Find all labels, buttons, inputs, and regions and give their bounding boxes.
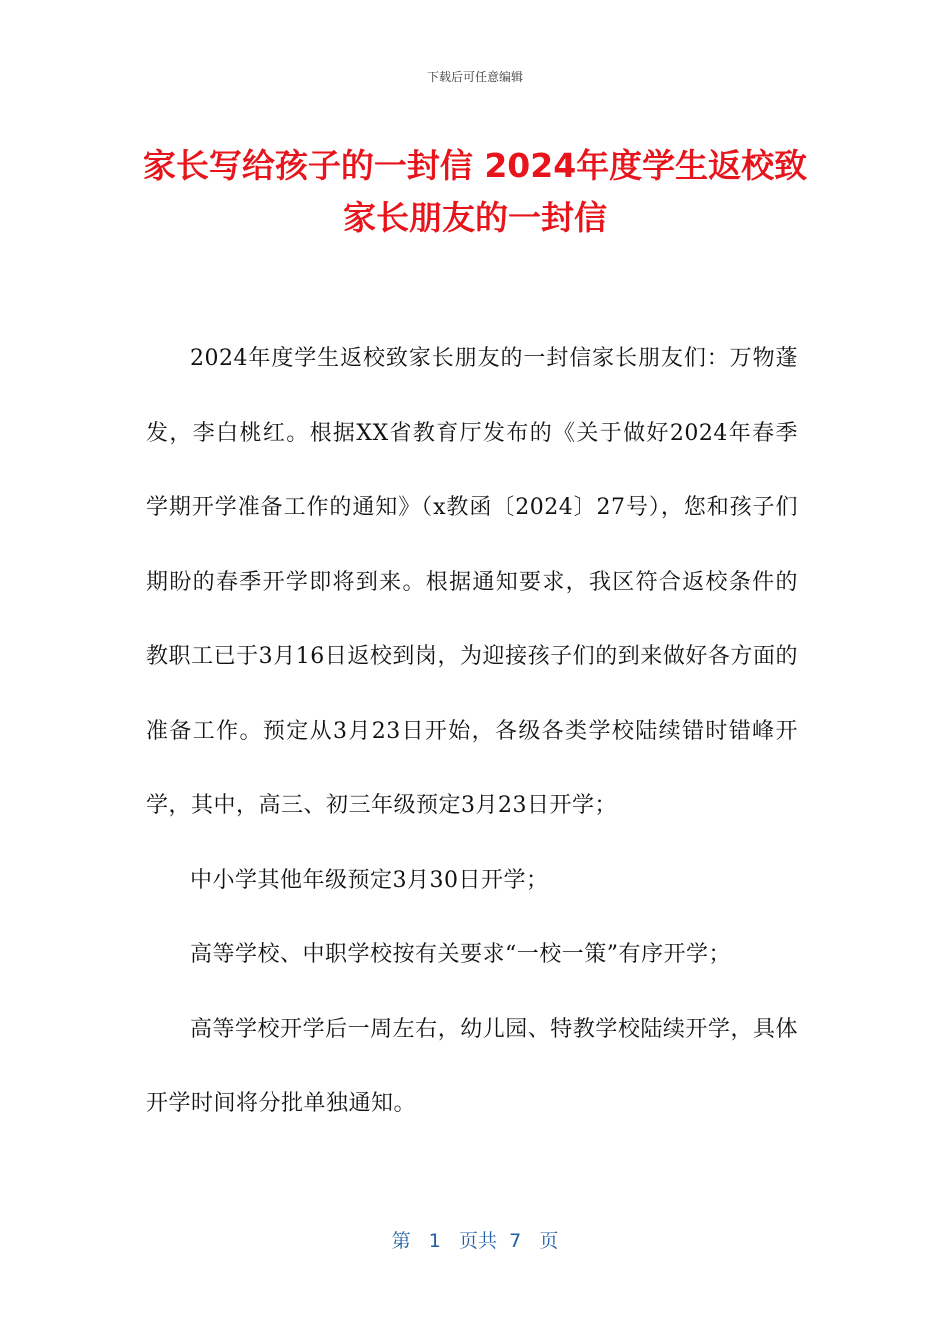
header-note: 下载后可任意编辑 xyxy=(426,70,523,84)
footer-suffix: 页 xyxy=(539,1230,559,1252)
footer-total-pages: 7 xyxy=(509,1230,522,1252)
paragraph: 2024年度学生返校致家长朋友的一封信家长朋友们：万物蓬发，李白桃红。根据XX省教育厅发布的《关于做好2024年春季学期开学准备工作的通知》（x教函〔2024〕27号），您和孩子们期盼的春季开学即将到来。根据通知要求，我区符合返校条件的教职工已于3月16日返校到岗，为迎接孩子们的到来做好各方面的准备工作。预定从3月23日开始，各级各类学校陆续错时错峰开学，其中，高三、初三年级预定3月23日开学； xyxy=(146,346,798,818)
paragraph: 中小学其他年级预定3月30日开学； xyxy=(190,867,549,893)
paragraph: 高等学校、中职学校按有关要求“一校一策”有序开学； xyxy=(190,942,731,967)
document-body xyxy=(146,322,798,1142)
footer-middle: 页共 xyxy=(459,1230,498,1252)
document-title: 家长写给孩子的一封信 2024年度学生返校致家长朋友的一封信 xyxy=(142,146,808,237)
paragraph: 高等学校开学后一周左右，幼儿园、特教学校陆续开学，具体开学时间将分批单独通知。 xyxy=(146,1016,798,1116)
footer-prefix: 第 xyxy=(391,1230,411,1252)
footer-page-number: 1 xyxy=(428,1230,441,1252)
page-footer xyxy=(0,1226,950,1253)
